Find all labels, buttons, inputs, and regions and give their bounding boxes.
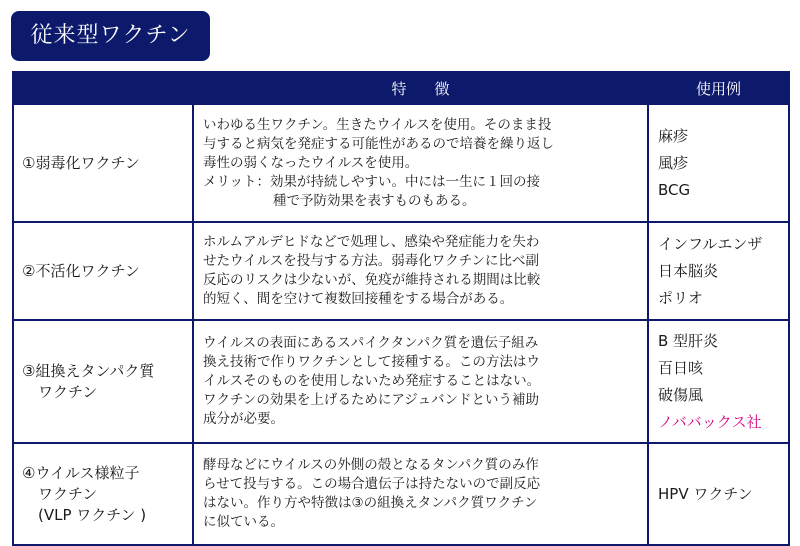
header-examples: 使用例	[648, 72, 789, 104]
table-row	[13, 104, 789, 222]
table-row	[13, 443, 789, 545]
vaccine-examples: 麻疹 風疹 BCG	[648, 104, 789, 222]
vaccine-type-name: ②不活化ワクチン	[13, 222, 193, 320]
vaccine-features: いわゆる生ワクチン。生きたウイルスを使用。そのまま投 与すると病気を発症する可能性があるので培養を繰り返し 毒性の弱くなったウイルスを使用。 メリット：効果が持続しやすい。中には一生に１回の接 種で予防効果を表すものもある。	[193, 104, 648, 222]
vaccine-examples: B 型肝炎 百日咳 破傷風 ノババックス社	[648, 320, 789, 443]
vaccine-type-name: ④ウイルス様粒子 ワクチン (VLP ワクチン )	[13, 443, 193, 545]
table-row	[13, 320, 789, 443]
vaccine-table	[12, 71, 790, 546]
highlighted-example: ノババックス社	[658, 412, 762, 431]
vaccine-examples: HPV ワクチン	[648, 443, 789, 545]
vaccine-features: ホルムアルデヒドなどで処理し、感染や発症能力を失わ せたウイルスを投与する方法。弱毒化ワクチンに比べ副 反応のリスクは少ないが、免疫が維持される期間は比較 的短く、間を空けて複数回接種をする場合がある。	[193, 222, 648, 320]
vaccine-features: ウイルスの表面にあるスパイクタンパク質を遺伝子組み 換え技術で作りワクチンとして接種する。この方法はウ イルスそのものを使用しないため発症することはない。 ワクチンの効果を上げるためにアジュバンドという補助 成分が必要。	[193, 320, 648, 443]
vaccine-examples: インフルエンザ 日本脳炎 ポリオ	[648, 222, 789, 320]
page-title: 従来型ワクチン	[11, 11, 210, 61]
table-row	[13, 222, 789, 320]
vaccine-type-name: ①弱毒化ワクチン	[13, 104, 193, 222]
table-header-row	[13, 72, 789, 104]
header-blank	[13, 72, 193, 104]
vaccine-features: 酵母などにウイルスの外側の殻となるタンパク質のみ作 らせて投与する。この場合遺伝子は持たないので副反応 はない。作り方や特徴は③の組換えタンパク質ワクチン に似ている。	[193, 443, 648, 545]
vaccine-type-name: ③組換えタンパク質 ワクチン	[13, 320, 193, 443]
header-features: 特徴	[193, 72, 648, 104]
